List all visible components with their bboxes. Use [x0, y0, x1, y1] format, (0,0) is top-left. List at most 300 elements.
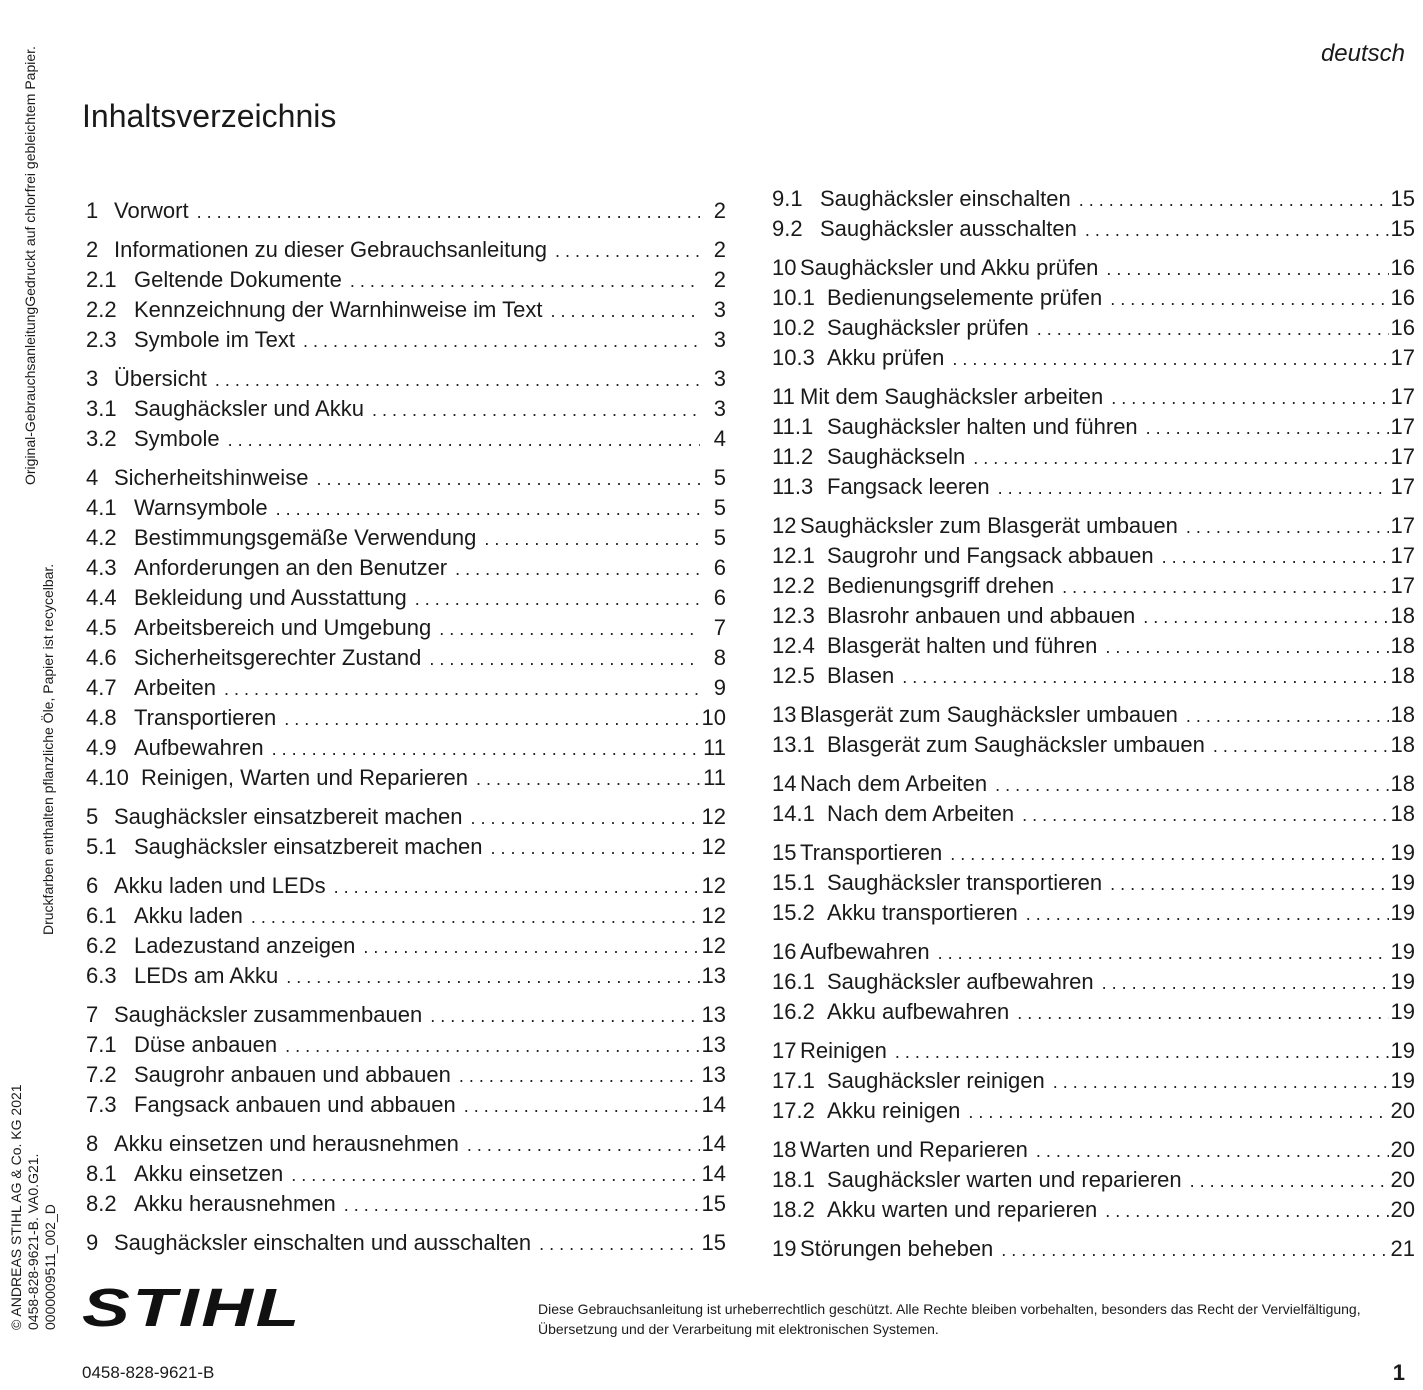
toc-leader-dots	[224, 674, 700, 704]
toc-entry[interactable]	[772, 412, 1415, 442]
toc-column-right	[772, 184, 1415, 1264]
toc-entry[interactable]	[772, 571, 1415, 601]
toc-entry-number: 4.7	[86, 675, 117, 700]
toc-entry-number: 13.1	[772, 732, 815, 757]
toc-entry-page: 12	[701, 933, 726, 958]
toc-entry-page: 19	[1390, 969, 1415, 994]
toc-entry-number: 9.2	[772, 216, 803, 241]
toc-entry-number: 3.1	[86, 396, 117, 421]
toc-entry-number: 5.1	[86, 834, 117, 859]
toc-entry-number: 6.1	[86, 903, 117, 928]
toc-entry-label: Blasgerät halten und führen	[827, 633, 1098, 658]
toc-leader-dots	[1162, 542, 1389, 572]
toc-entry-label: Warten und Reparieren	[800, 1137, 1028, 1162]
toc-entry-label: Mit dem Saughäcksler arbeiten	[800, 384, 1104, 409]
toc-leader-dots	[316, 464, 700, 494]
toc-entry-label: Saughäcksler und Akku prüfen	[800, 255, 1099, 280]
toc-entry[interactable]	[86, 394, 726, 424]
toc-entry[interactable]	[86, 1129, 726, 1159]
toc-entry-label: Warnsymbole	[134, 495, 268, 520]
toc-entry-label: Arbeiten	[134, 675, 216, 700]
toc-entry-page: 18	[1390, 771, 1415, 796]
toc-entry-number: 10	[772, 255, 797, 280]
toc-entry-label: Saughäcksler einschalten und ausschalten	[114, 1230, 532, 1255]
toc-entry-page: 21	[1390, 1236, 1415, 1261]
toc-entry-page: 17	[1390, 414, 1415, 439]
toc-leader-dots	[455, 554, 700, 584]
toc-entry-label: Fangsack leeren	[827, 474, 990, 499]
toc-entry-label: Saughäcksler einschalten	[820, 186, 1071, 211]
toc-entry-page: 2	[713, 237, 726, 262]
toc-entry[interactable]	[86, 802, 726, 832]
toc-entry-number: 10.1	[772, 285, 815, 310]
toc-entry-number: 6.3	[86, 963, 117, 988]
toc-leader-dots	[550, 296, 700, 326]
toc-entry[interactable]	[772, 967, 1415, 997]
toc-entry-page: 10	[701, 705, 726, 730]
toc-entry[interactable]	[772, 343, 1415, 373]
toc-entry-label: Saughäcksler einsatzbereit machen	[134, 834, 483, 859]
toc-entry-label: Akku laden und LEDs	[114, 873, 326, 898]
toc-leader-dots	[215, 365, 700, 395]
toc-entry-page: 18	[1390, 663, 1415, 688]
toc-entry-page: 17	[1390, 474, 1415, 499]
toc-entry[interactable]	[772, 1234, 1415, 1264]
toc-entry-page: 3	[713, 366, 726, 391]
toc-entry-label: Bekleidung und Ausstattung	[134, 585, 407, 610]
toc-entry-number: 8	[86, 1131, 99, 1156]
toc-entry-label: Vorwort	[114, 198, 189, 223]
toc-entry-number: 3.2	[86, 426, 117, 451]
toc-entry-page: 15	[1390, 216, 1415, 241]
toc-leader-dots	[491, 833, 700, 863]
toc-entry[interactable]	[772, 898, 1415, 928]
toc-entry-page: 13	[701, 963, 726, 988]
toc-entry-page: 17	[1390, 573, 1415, 598]
toc-entry-page: 12	[701, 804, 726, 829]
toc-entry-number: 8.1	[86, 1161, 117, 1186]
toc-leader-dots	[464, 1091, 700, 1121]
toc-entry[interactable]	[772, 1135, 1415, 1165]
toc-entry-page: 11	[703, 735, 726, 760]
toc-entry-number: 14.1	[772, 801, 815, 826]
toc-entry-page: 20	[1390, 1197, 1415, 1222]
toc-entry[interactable]	[86, 235, 726, 265]
toc-entry-number: 2.3	[86, 327, 117, 352]
toc-entry-page: 8	[713, 645, 726, 670]
toc-leader-dots	[1062, 572, 1388, 602]
toc-entry[interactable]	[86, 832, 726, 862]
toc-leader-dots	[1085, 215, 1389, 245]
toc-entry-number: 18.2	[772, 1197, 815, 1222]
toc-entry[interactable]	[86, 673, 726, 703]
toc-entry[interactable]	[86, 295, 726, 325]
toc-entry-number: 6.2	[86, 933, 117, 958]
toc-entry-page: 2	[713, 198, 726, 223]
toc-entry[interactable]	[772, 1195, 1415, 1225]
toc-entry-page: 16	[1390, 315, 1415, 340]
toc-entry-label: Saughäcksler transportieren	[827, 870, 1103, 895]
toc-entry-page: 6	[713, 585, 726, 610]
toc-entry[interactable]	[772, 511, 1415, 541]
toc-entry-page: 19	[1390, 870, 1415, 895]
toc-entry-label: Symbole	[134, 426, 220, 451]
toc-entry-page: 19	[1390, 840, 1415, 865]
toc-entry[interactable]	[86, 325, 726, 355]
toc-leader-dots	[895, 1037, 1389, 1067]
toc-entry-number: 6	[86, 873, 99, 898]
toc-leader-dots	[1213, 731, 1389, 761]
toc-entry-label: Reinigen	[800, 1038, 887, 1063]
toc-entry-page: 12	[701, 834, 726, 859]
side-copyright-line: 0000009511_002_D	[42, 1204, 58, 1330]
toc-entry-number: 4.2	[86, 525, 117, 550]
toc-entry[interactable]	[772, 541, 1415, 571]
toc-entry[interactable]	[772, 799, 1415, 829]
toc-entry-label: Blasgerät zum Saughäcksler umbauen	[827, 732, 1205, 757]
toc-entry-label: Transportieren	[134, 705, 277, 730]
toc-entry-number: 12	[772, 513, 797, 538]
toc-entry-page: 19	[1390, 999, 1415, 1024]
toc-entry[interactable]	[772, 1036, 1415, 1066]
toc-entry-number: 12.1	[772, 543, 815, 568]
toc-leader-dots	[1079, 185, 1389, 215]
toc-entry-label: Nach dem Arbeiten	[800, 771, 988, 796]
toc-leader-dots	[1001, 1235, 1388, 1265]
toc-entry-label: Blasen	[827, 663, 895, 688]
toc-entry-number: 16.2	[772, 999, 815, 1024]
toc-entry-label: Bestimmungsgemäße Verwendung	[134, 525, 477, 550]
toc-entry-number: 4.10	[86, 765, 129, 790]
toc-entry[interactable]	[772, 1096, 1415, 1126]
toc-entry-number: 15	[772, 840, 797, 865]
toc-leader-dots	[291, 1160, 699, 1190]
toc-entry-label: Geltende Dokumente	[134, 267, 342, 292]
toc-leader-dots	[334, 872, 700, 902]
toc-entry-label: Transportieren	[800, 840, 943, 865]
toc-entry-number: 11.2	[772, 444, 814, 469]
toc-entry[interactable]	[86, 733, 726, 763]
page-number: 1	[1392, 1360, 1405, 1385]
toc-leader-dots	[429, 644, 700, 674]
toc-entry[interactable]	[86, 1000, 726, 1030]
toc-entry-page: 2	[713, 267, 726, 292]
toc-entry-page: 18	[1390, 732, 1415, 757]
toc-leader-dots	[1146, 413, 1389, 443]
toc-entry-page: 17	[1390, 345, 1415, 370]
toc-entry[interactable]	[772, 1165, 1415, 1195]
toc-entry[interactable]	[772, 997, 1415, 1027]
toc-entry-label: Akku warten und reparieren	[827, 1197, 1098, 1222]
toc-leader-dots	[1037, 314, 1389, 344]
toc-entry[interactable]	[772, 253, 1415, 283]
toc-entry-page: 9	[713, 675, 726, 700]
toc-entry-page: 18	[1390, 702, 1415, 727]
toc-entry-number: 4.3	[86, 555, 117, 580]
toc-entry[interactable]	[772, 283, 1415, 313]
toc-entry-page: 5	[713, 465, 726, 490]
toc-entry-number: 2.1	[86, 267, 117, 292]
toc-entry-page: 19	[1390, 1068, 1415, 1093]
toc-entry-label: Akku einsetzen und herausnehmen	[114, 1131, 459, 1156]
toc-entry-page: 3	[713, 396, 726, 421]
toc-entry[interactable]	[86, 523, 726, 553]
toc-leader-dots	[998, 473, 1389, 503]
toc-leader-dots	[439, 614, 700, 644]
toc-leader-dots	[350, 266, 700, 296]
toc-entry-number: 11.3	[772, 474, 814, 499]
toc-entry-label: Aufbewahren	[134, 735, 264, 760]
toc-leader-dots	[1017, 998, 1388, 1028]
toc-entry[interactable]	[772, 601, 1415, 631]
toc-entry-number: 9.1	[772, 186, 803, 211]
toc-entry-label: Ladezustand anzeigen	[134, 933, 356, 958]
toc-entry-number: 17	[772, 1038, 797, 1063]
toc-entry[interactable]	[86, 1090, 726, 1120]
toc-entry[interactable]	[86, 1228, 726, 1258]
toc-entry[interactable]	[772, 838, 1415, 868]
toc-entry-number: 1	[86, 198, 99, 223]
toc-entry-label: Saughäcksler einsatzbereit machen	[114, 804, 463, 829]
toc-entry-number: 4.6	[86, 645, 117, 670]
side-paper-note: Original-GebrauchsanleitungGedruckt auf chlorfrei gebleichtem Papier.	[22, 46, 38, 485]
toc-entry-number: 7	[86, 1002, 99, 1027]
toc-entry-number: 16.1	[772, 969, 815, 994]
toc-entry-page: 20	[1390, 1098, 1415, 1123]
toc-leader-dots	[1186, 701, 1389, 731]
toc-entry[interactable]	[86, 196, 726, 226]
toc-leader-dots	[228, 425, 700, 455]
toc-entry[interactable]	[86, 553, 726, 583]
toc-entry[interactable]	[86, 931, 726, 961]
toc-leader-dots	[973, 443, 1388, 473]
toc-entry-label: Saughäcksler und Akku	[134, 396, 364, 421]
toc-entry[interactable]	[772, 937, 1415, 967]
toc-entry-label: Aufbewahren	[800, 939, 930, 964]
toc-leader-dots	[197, 197, 700, 227]
toc-entry-page: 17	[1390, 384, 1415, 409]
toc-entry-page: 7	[713, 615, 726, 640]
toc-entry-number: 12.4	[772, 633, 815, 658]
toc-entry[interactable]	[86, 871, 726, 901]
toc-leader-dots	[251, 902, 700, 932]
toc-entry[interactable]	[86, 703, 726, 733]
toc-entry-number: 11.1	[772, 414, 814, 439]
toc-entry-page: 5	[713, 495, 726, 520]
toc-entry-label: Anforderungen an den Benutzer	[134, 555, 448, 580]
toc-entry-label: Nach dem Arbeiten	[827, 801, 1015, 826]
toc-entry-label: Störungen beheben	[800, 1236, 994, 1261]
toc-entry-number: 2	[86, 237, 99, 262]
toc-leader-dots	[1111, 383, 1388, 413]
toc-entry[interactable]	[86, 364, 726, 394]
toc-entry-page: 18	[1390, 633, 1415, 658]
toc-leader-dots	[950, 839, 1388, 869]
toc-entry-number: 13	[772, 702, 797, 727]
toc-entry[interactable]	[86, 1030, 726, 1060]
toc-entry[interactable]	[86, 901, 726, 931]
toc-leader-dots	[467, 1130, 700, 1160]
toc-entry[interactable]	[772, 313, 1415, 343]
toc-leader-dots	[459, 1061, 700, 1091]
toc-leader-dots	[1105, 632, 1388, 662]
toc-entry-page: 19	[1390, 939, 1415, 964]
toc-entry-label: Saughäcksler prüfen	[827, 315, 1029, 340]
toc-entry-number: 4.5	[86, 615, 117, 640]
toc-entry[interactable]	[86, 643, 726, 673]
toc-entry-page: 19	[1390, 1038, 1415, 1063]
toc-entry-label: Fangsack anbauen und abbauen	[134, 1092, 456, 1117]
toc-entry[interactable]	[772, 382, 1415, 412]
page-title: Inhaltsverzeichnis	[82, 98, 337, 134]
toc-entry[interactable]	[86, 1060, 726, 1090]
toc-entry[interactable]	[772, 730, 1415, 760]
toc-entry[interactable]	[86, 763, 726, 793]
toc-leader-dots	[476, 764, 700, 794]
toc-entry-number: 3	[86, 366, 99, 391]
toc-entry[interactable]	[772, 700, 1415, 730]
toc-leader-dots	[344, 1190, 700, 1220]
side-copyright	[8, 1084, 59, 1330]
toc-entry-page: 13	[701, 1002, 726, 1027]
toc-entry-page: 15	[1390, 186, 1415, 211]
toc-entry-label: Akku herausnehmen	[134, 1191, 336, 1216]
side-copyright-line: 0458-828-9621-B. VA0.G21.	[25, 1153, 41, 1330]
toc-entry[interactable]	[772, 769, 1415, 799]
toc-entry-label: Arbeitsbereich und Umgebung	[134, 615, 432, 640]
side-ink-note: Druckfarben enthalten pflanzliche Öle, Papier ist recycelbar.	[40, 563, 56, 935]
toc-entry[interactable]	[772, 631, 1415, 661]
toc-entry-number: 4.9	[86, 735, 117, 760]
toc-entry-label: LEDs am Akku	[134, 963, 279, 988]
toc-entry-page: 5	[713, 525, 726, 550]
toc-entry[interactable]	[772, 184, 1415, 214]
toc-entry-label: Saugrohr und Fangsack abbauen	[827, 543, 1154, 568]
toc-leader-dots	[272, 734, 700, 764]
toc-entry-label: Akku reinigen	[827, 1098, 961, 1123]
toc-leader-dots	[952, 344, 1388, 374]
toc-entry-number: 10.2	[772, 315, 815, 340]
toc-entry-label: Kennzeichnung der Warnhinweise im Text	[134, 297, 543, 322]
toc-entry-page: 17	[1390, 543, 1415, 568]
toc-entry-label: Sicherheitsgerechter Zustand	[134, 645, 422, 670]
toc-entry-label: Bedienungselemente prüfen	[827, 285, 1103, 310]
toc-entry-number: 19	[772, 1236, 797, 1261]
toc-entry[interactable]	[86, 463, 726, 493]
toc-entry-label: Akku prüfen	[827, 345, 945, 370]
toc-entry-label: Saugrohr anbauen und abbauen	[134, 1062, 451, 1087]
toc-entry-number: 15.2	[772, 900, 815, 925]
toc-entry[interactable]	[86, 961, 726, 991]
toc-entry[interactable]	[772, 214, 1415, 244]
toc-entry-label: Saughäcksler reinigen	[827, 1068, 1045, 1093]
toc-entry-page: 12	[701, 903, 726, 928]
toc-leader-dots	[1026, 899, 1389, 929]
toc-entry[interactable]	[772, 868, 1415, 898]
toc-entry-label: Akku aufbewahren	[827, 999, 1010, 1024]
toc-entry-page: 16	[1390, 285, 1415, 310]
toc-entry-label: Saughäcksler zum Blasgerät umbauen	[800, 513, 1178, 538]
toc-entry[interactable]	[772, 472, 1415, 502]
language-label: deutsch	[1320, 40, 1405, 67]
toc-entry[interactable]	[86, 493, 726, 523]
toc-entry-number: 12.5	[772, 663, 815, 688]
toc-leader-dots	[1110, 284, 1388, 314]
toc-entry-page: 13	[701, 1032, 726, 1057]
toc-leader-dots	[484, 524, 700, 554]
toc-leader-dots	[539, 1229, 699, 1259]
toc-entry-label: Saughäcksler warten und reparieren	[827, 1167, 1182, 1192]
toc-entry[interactable]	[86, 265, 726, 295]
toc-entry-page: 17	[1390, 444, 1415, 469]
toc-entry-number: 17.2	[772, 1098, 815, 1123]
toc-entry-page: 15	[701, 1230, 726, 1255]
toc-entry-page: 18	[1390, 801, 1415, 826]
toc-entry-label: Düse anbauen	[134, 1032, 278, 1057]
toc-entry-page: 17	[1390, 513, 1415, 538]
toc-entry-label: Saughäcksler halten und führen	[827, 414, 1138, 439]
toc-entry[interactable]	[86, 583, 726, 613]
toc-leader-dots	[471, 803, 700, 833]
toc-entry[interactable]	[86, 1189, 726, 1219]
toc-entry-number: 4.8	[86, 705, 117, 730]
toc-leader-dots	[430, 1001, 699, 1031]
toc-entry-page: 3	[713, 327, 726, 352]
toc-entry-number: 7.1	[86, 1032, 117, 1057]
toc-leader-dots	[995, 770, 1388, 800]
toc-entry-number: 5	[86, 804, 99, 829]
toc-entry-label: Akku einsetzen	[134, 1161, 284, 1186]
svg-text:STIHL: STIHL	[82, 1282, 302, 1330]
toc-entry[interactable]	[772, 442, 1415, 472]
toc-entry[interactable]	[772, 1066, 1415, 1096]
toc-entry-page: 6	[713, 555, 726, 580]
toc-entry-label: Sicherheitshinweise	[114, 465, 309, 490]
side-copyright-line: © ANDREAS STIHL AG & Co. KG 2021	[8, 1084, 24, 1330]
toc-entry[interactable]	[86, 613, 726, 643]
toc-entry-label: Saughäcksler zusammenbauen	[114, 1002, 423, 1027]
toc-entry-page: 16	[1390, 255, 1415, 280]
toc-entry-page: 20	[1390, 1137, 1415, 1162]
toc-entry-page: 13	[701, 1062, 726, 1087]
document-number: 0458-828-9621-B	[82, 1363, 215, 1382]
toc-leader-dots	[938, 938, 1389, 968]
toc-entry-page: 14	[701, 1131, 726, 1156]
toc-entry-number: 14	[772, 771, 797, 796]
copyright-notice: Diese Gebrauchsanleitung ist urheberrechtlich geschützt. Alle Rechte bleiben vorbehalten, besonders das Recht der Vervielfältigung, Übersetzung und der Verarbeitung mit elektronischen Systemen.	[538, 1301, 1361, 1337]
toc-entry-page: 14	[701, 1161, 726, 1186]
toc-entry-label: Saughäcksler aufbewahren	[827, 969, 1094, 994]
toc-leader-dots	[1186, 512, 1389, 542]
toc-leader-dots	[415, 584, 700, 614]
toc-entry-number: 10.3	[772, 345, 815, 370]
toc-entry-label: Symbole im Text	[134, 327, 295, 352]
toc-entry-number: 8.2	[86, 1191, 117, 1216]
toc-entry[interactable]	[86, 1159, 726, 1189]
toc-entry[interactable]	[772, 661, 1415, 691]
toc-leader-dots	[284, 704, 699, 734]
toc-entry-number: 2.2	[86, 297, 117, 322]
toc-entry-label: Saughäcksler ausschalten	[820, 216, 1077, 241]
toc-entry-number: 12.3	[772, 603, 815, 628]
toc-entry[interactable]	[86, 424, 726, 454]
toc-entry-number: 18.1	[772, 1167, 815, 1192]
toc-entry-page: 18	[1390, 603, 1415, 628]
toc-leader-dots	[902, 662, 1388, 692]
toc-leader-dots	[1105, 1196, 1388, 1226]
toc-entry-label: Akku transportieren	[827, 900, 1018, 925]
toc-entry-label: Bedienungsgriff drehen	[827, 573, 1055, 598]
